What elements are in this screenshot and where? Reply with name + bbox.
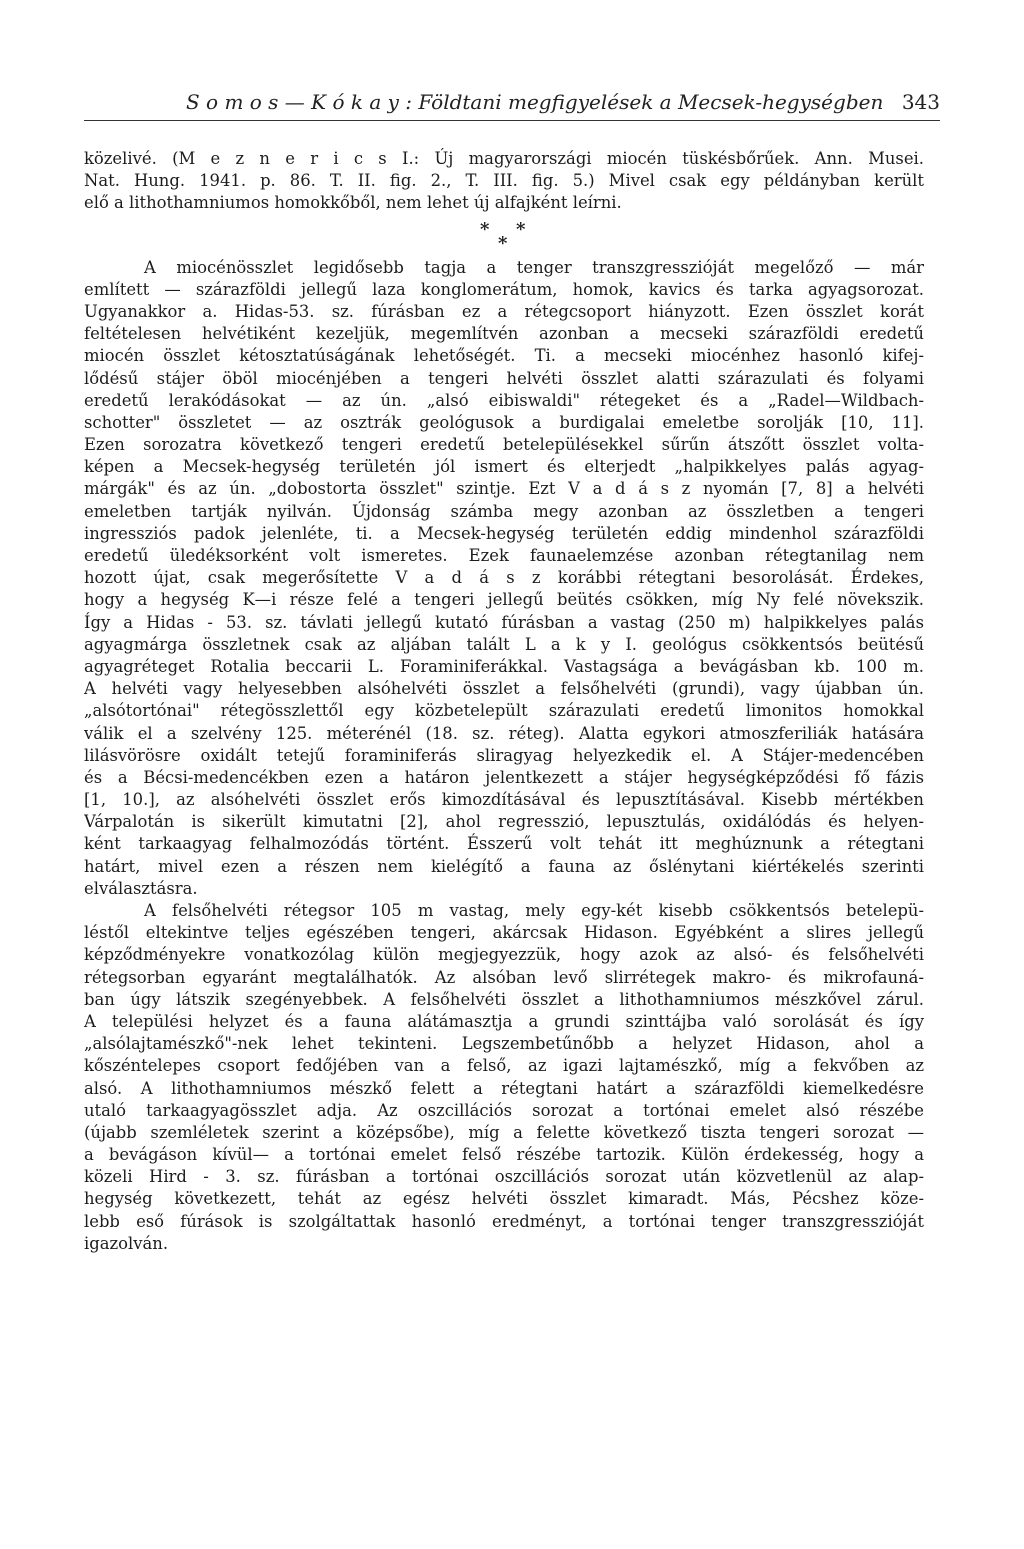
text-line: ingressziós padok jelenléte, ti. a Mecsek-hegység területén eddig mindenhol szárazföldi xyxy=(84,523,924,543)
text-line: alsó. A lithothamniumos mészkő felett a rétegtani határt a szárazföldi kiemelkedésre xyxy=(84,1078,924,1098)
text-line: Ugyanakkor a. Hidas-53. sz. fúrásban ez a rétegcsoport hiányzott. Ezen összlet korát xyxy=(84,301,924,321)
body-text xyxy=(84,148,924,1255)
text-line: miocén összlet kétosztatúságának lehetőségét. Ti. a mecseki miocénhez hasonló kifej- xyxy=(84,346,924,366)
text-line: igazolván. xyxy=(84,1233,169,1253)
text-line: a bevágáson kívül— a tortónai emelet felső részébe tartozik. Külön érdekesség, hogy a xyxy=(84,1145,924,1165)
section-separator xyxy=(84,215,924,257)
text-line: „alsólajtamészkő"-nek lehet tekinteni. Legszembetűnőbb a helyzet Hidason, ahol a xyxy=(84,1034,924,1054)
text-line: elválasztásra. xyxy=(84,878,198,898)
text-line: és a Bécsi-medencékben ezen a határon jelentkezett a stájer hegységképződési fő fázis xyxy=(84,767,924,787)
header-rule xyxy=(84,120,940,121)
text-line: Ezen sorozatra következő tengeri eredetű betelepülésekkel sűrűn átszőtt összlet volta- xyxy=(84,435,924,455)
paragraph-3 xyxy=(84,900,924,1255)
asterisk-icon: * xyxy=(516,218,526,240)
paragraph-2 xyxy=(84,257,924,900)
text-line: lebb eső fúrások is szolgáltattak hasonló eredményt, a tortónai tenger transzgresszióját xyxy=(84,1211,924,1231)
text-line: A települési helyzet és a fauna alátámasztja a grundi szinttájba való sorolását és így xyxy=(84,1011,924,1031)
text-line: [1, 10.], az alsóhelvéti összlet erős kimozdításával és lepusztításával. Kisebb mértékben xyxy=(84,790,924,810)
text-line: feltételesen helvétiként kezeljük, megemlítvén azonban a mecseki szárazföldi eredetű xyxy=(84,324,924,344)
running-header xyxy=(84,90,940,124)
text-line: léstől eltekintve teljes egészében tengeri, akárcsak Hidason. Egyébként a slires jellegű xyxy=(84,923,924,943)
text-line: Nat. Hung. 1941. p. 86. T. II. fig. 2., T. III. fig. 5.) Mivel csak egy példányban került xyxy=(84,171,924,191)
text-line: válik el a szelvény 125. méterénél (18. sz. réteg). Alatta egykori atmoszferiliák hatására xyxy=(84,723,924,743)
text-line: ként tarkaagyag felhalmozódás történt. Ésszerű volt tehát itt meghúznunk a rétegtani xyxy=(84,834,924,854)
text-line: kőszéntelepes csoport fedőjében van a felső, az igazi lajtamészkő, míg a fekvőben az xyxy=(84,1056,924,1076)
page-number: 343 xyxy=(901,90,940,114)
text-line: határt, mivel ezen a részen nem kielégítő a fauna az őslénytani kiértékelés szerinti xyxy=(84,856,924,876)
text-line: képen a Mecsek-hegység területén jól ismert és elterjedt „halpikkelyes palás agyag- xyxy=(84,457,924,477)
text-line: ban úgy látszik szegényebbek. A felsőhelvéti összlet a lithothamniumos mészkővel zárul. xyxy=(84,989,924,1009)
text-line: agyagréteget Rotalia beccarii L. Foraminiferákkal. Vastagsága a bevágásban kb. 100 m. xyxy=(84,656,924,676)
running-title: S o m o s — K ó k a y : Földtani megfigyelések a Mecsek-hegységben xyxy=(186,90,884,114)
text-line: említett — szárazföldi jellegű laza konglomerátum, homok, kavics és tarka agyagsorozat. xyxy=(84,279,924,299)
text-line: Így a Hidas - 53. sz. távlati jellegű kutató fúrásban a vastag (250 m) halpikkelyes palás xyxy=(84,612,924,632)
text-line: schotter" összletet — az osztrák geológusok a burdigalai emeletbe sorolják [10, 11]. xyxy=(84,412,924,432)
asterisk-icon: * xyxy=(480,218,490,240)
paragraph-1 xyxy=(84,148,924,215)
text-line: lilásvörösre oxidált tetejű foraminiferás sliragyag helyezkedik el. A Stájer-medencében xyxy=(84,745,924,765)
text-line: képződményekre vonatkozólag külön megjegyezzük, hogy azok az alsó- és felsőhelvéti xyxy=(84,945,924,965)
text-line: hegység következett, tehát az egész helvéti összlet kimaradt. Más, Pécshez köze- xyxy=(84,1189,924,1209)
text-line: (újabb szemléletek szerint a középsőbe), míg a felette következő tiszta tengeri sorozat — xyxy=(84,1122,924,1142)
text-line: eredetű lerakódásokat — az ún. „alsó eibiswaldi" rétegeket és a „Radel—Wildbach- xyxy=(84,390,924,410)
text-line: A miocénösszlet legidősebb tagja a tenger transzgresszióját megelőző — már xyxy=(144,257,924,277)
text-line: márgák" és az ún. „dobostorta összlet" szintje. Ezt V a d á s z nyomán [7, 8] a helvéti xyxy=(84,479,924,499)
text-line: rétegsorban egyaránt megtalálhatók. Az alsóban levő slirrétegek makro- és mikrofauná- xyxy=(84,967,924,987)
text-line: közeli Hird - 3. sz. fúrásban a tortónai oszcillációs sorozat után közvetlenül az alap- xyxy=(84,1167,924,1187)
text-line: A helvéti vagy helyesebben alsóhelvéti összlet a felsőhelvéti (grundi), vagy újabban ún. xyxy=(84,679,924,699)
text-line: lődésű stájer öböl miocénjében a tengeri helvéti összlet alatti szárazulati és folyami xyxy=(84,368,924,388)
text-line: A felsőhelvéti rétegsor 105 m vastag, mely egy-két kisebb csökkentsós betelepü- xyxy=(144,901,924,920)
text-line: közelivé. (M e z n e r i c s I.: Új magyarországi miocén tüskésbőrűek. Ann. Musei. xyxy=(84,149,924,168)
text-line: hogy a hegység K—i része felé a tengeri jellegű beütés csökken, míg Ny felé növekszik. xyxy=(84,590,924,610)
text-line: elő a lithothamniumos homokkőből, nem lehet új alfajként leírni. xyxy=(84,193,622,213)
text-line: eredetű üledéksorként volt ismeretes. Ezek faunaelemzése azonban rétegtanilag nem xyxy=(84,546,924,565)
text-line: hozott újat, csak megerősítette V a d á s z korábbi rétegtani besorolását. Érdekes, xyxy=(84,568,924,588)
text-line: utaló tarkaagyagösszlet adja. Az oszcillációs sorozat a tortónai emelet alsó részébe xyxy=(84,1100,924,1120)
text-line: „alsótortónai" rétegösszlettől egy közbetelepült szárazulati eredetű limonitos homokkal xyxy=(84,701,924,721)
text-line: emeletben tartják nyilván. Újdonság számba megy azonban az összletben a tengeri xyxy=(84,501,924,521)
text-line: Várpalotán is sikerült kimutatni [2], ahol regresszió, lepusztulás, oxidálódás és helyen- xyxy=(84,812,924,832)
text-line: agyagmárga összletnek csak az aljában talált L a k y I. geológus csökkentsós beütésű xyxy=(84,634,924,654)
asterisk-icon: * xyxy=(498,232,508,254)
